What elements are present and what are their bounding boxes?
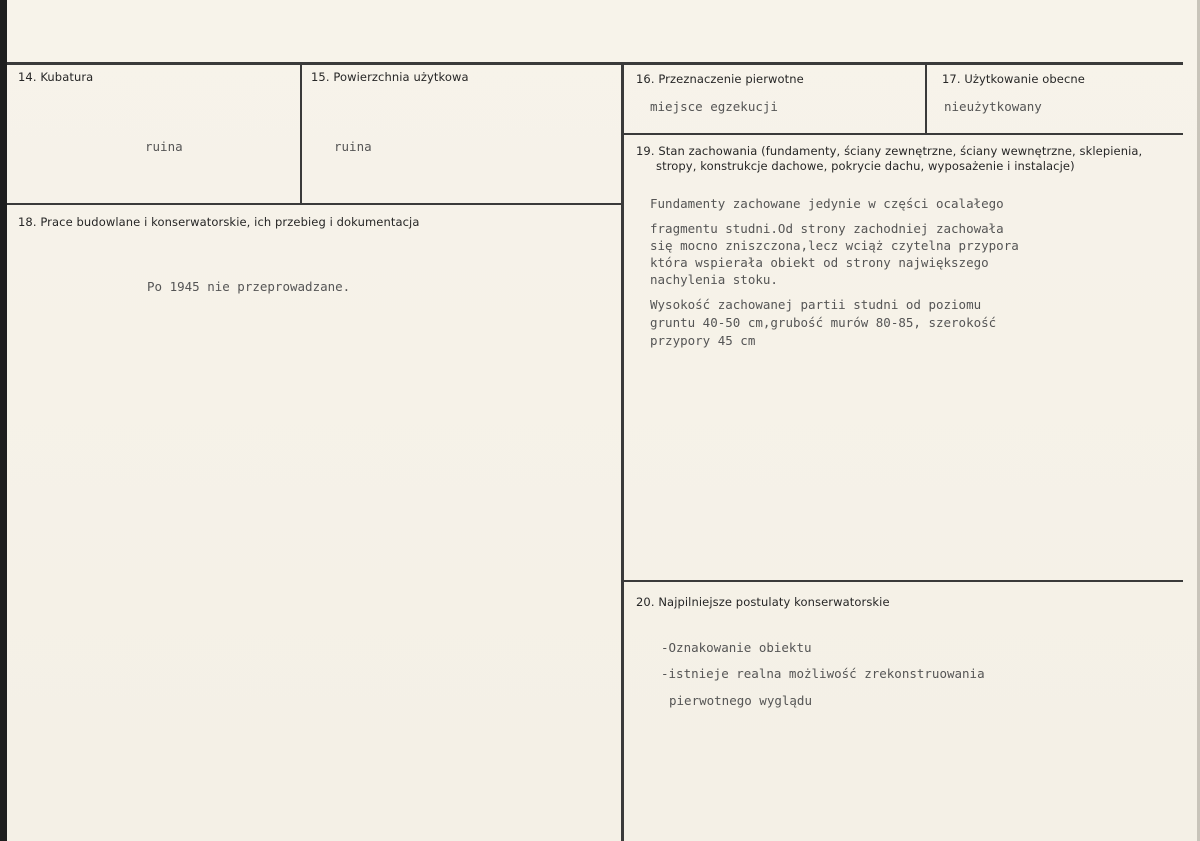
field-19-label-line1: 19. Stan zachowania (fundamenty, ściany zewnętrzne, ściany wewnętrzne, sklepienia,	[636, 144, 1143, 158]
field-19-line: nachylenia stoku.	[650, 272, 778, 287]
field-18-value: Po 1945 nie przeprowadzane.	[147, 279, 351, 294]
rule-under-14-15	[7, 203, 623, 205]
field-19-line: która wspierała obiekt od strony największego	[650, 255, 989, 270]
field-19-line: Wysokość zachowanej partii studni od poziomu	[650, 297, 982, 312]
field-14-value: ruina	[145, 139, 183, 154]
divider-left-right	[621, 62, 624, 841]
field-19-line: przypory 45 cm	[650, 333, 756, 348]
field-20-line: pierwotnego wyglądu	[669, 693, 812, 708]
field-19-line: Fundamenty zachowane jedynie w części ocalałego	[650, 196, 1004, 211]
rule-under-16-17	[622, 133, 1183, 135]
card-left-edge	[0, 0, 7, 841]
divider-14-15	[300, 62, 302, 204]
field-19-label-line2: stropy, konstrukcje dachowe, pokrycie dachu, wyposażenie i instalacje)	[656, 159, 1075, 173]
field-20-line: -Oznakowanie obiektu	[661, 640, 812, 655]
field-16-label: 16. Przeznaczenie pierwotne	[636, 72, 804, 86]
rule-under-19	[622, 580, 1183, 582]
field-14-label: 14. Kubatura	[18, 70, 94, 84]
field-17-label: 17. Użytkowanie obecne	[942, 72, 1085, 86]
field-15-label: 15. Powierzchnia użytkowa	[311, 70, 469, 84]
field-20-label: 20. Najpilniejsze postulaty konserwatorskie	[636, 595, 890, 609]
field-20-line: -istnieje realna możliwość zrekonstruowania	[661, 666, 985, 681]
field-19-line: fragmentu studni.Od strony zachodniej zachowała	[650, 221, 1004, 236]
field-18-label: 18. Prace budowlane i konserwatorskie, ich przebieg i dokumentacja	[18, 215, 420, 229]
field-15-value: ruina	[334, 139, 372, 154]
field-17-value: nieużytkowany	[944, 99, 1042, 114]
divider-16-17	[925, 62, 927, 134]
field-19-line: gruntu 40-50 cm,grubość murów 80-85, szerokość	[650, 315, 997, 330]
top-rule	[7, 62, 1183, 65]
field-19-line: się mocno zniszczona,lecz wciąż czytelna przypora	[650, 238, 1019, 253]
field-16-value: miejsce egzekucji	[650, 99, 778, 114]
